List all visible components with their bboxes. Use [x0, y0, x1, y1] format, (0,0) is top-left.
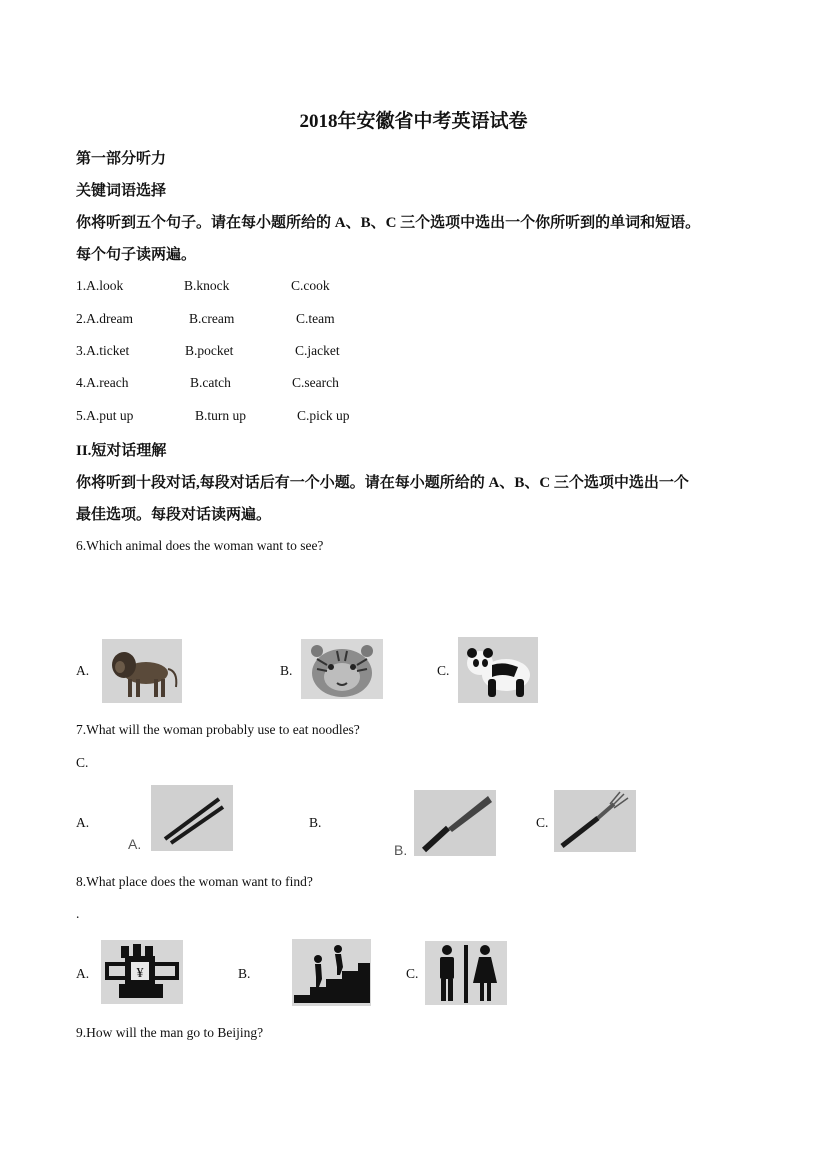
q7-question: 7.What will the woman probably use to eat noodles?: [76, 722, 360, 737]
section2-instruction-line2: 最佳选项。每段对话读两遍。: [76, 507, 272, 523]
q8-stray-mark: .: [76, 906, 80, 921]
q7-stray-label: C.: [76, 755, 89, 770]
page-title: 2018年安徽省中考英语试卷: [299, 111, 528, 132]
q7-inner-label-a: A.: [128, 836, 142, 852]
q3-option-c: C.jacket: [295, 343, 340, 358]
q5-option-c: C.pick up: [297, 408, 350, 423]
lion-picture: [102, 639, 182, 703]
section1-heading: 关键词语选择: [76, 183, 167, 199]
section1-instruction-line1: 你将听到五个句子。请在每小题所给的 A、B、C 三个选项中选出一个你所听到的单词和短语。: [76, 215, 701, 231]
panda-picture: [458, 637, 538, 703]
q8-label-c: C.: [406, 966, 419, 981]
chopsticks-picture: [151, 785, 233, 851]
q2-option-c: C.team: [296, 311, 335, 326]
knife-picture: [414, 790, 496, 856]
q4-option-c: C.search: [292, 375, 339, 390]
q4-option-b: B.catch: [190, 375, 231, 390]
q6-label-b: B.: [280, 663, 293, 678]
q8-question: 8.What place does the woman want to find?: [76, 874, 313, 889]
q9-question: 9.How will the man go to Beijing?: [76, 1025, 264, 1040]
stairs-sign-picture: [292, 939, 371, 1006]
q1-option-c: C.cook: [291, 278, 330, 293]
q5-option-b: B.turn up: [195, 408, 247, 423]
q1-option-a: 1.A.look: [76, 278, 124, 293]
tiger-picture: [301, 639, 383, 699]
q7-label-c: C.: [536, 815, 549, 830]
q8-label-a: A.: [76, 966, 90, 981]
q7-label-b: B.: [309, 815, 322, 830]
section1-instruction-line2: 每个句子读两遍。: [76, 247, 197, 263]
section2-heading: II.短对话理解: [76, 443, 167, 459]
q2-option-b: B.cream: [189, 311, 235, 326]
q6-label-c: C.: [437, 663, 450, 678]
svg-text:¥: ¥: [136, 966, 144, 981]
q3-option-b: B.pocket: [185, 343, 234, 358]
q6-question: 6.Which animal does the woman want to see?: [76, 538, 324, 553]
q6-label-a: A.: [76, 663, 90, 678]
q7-inner-label-b: B.: [394, 842, 408, 858]
q5-option-a: 5.A.put up: [76, 408, 134, 423]
q1-option-b: B.knock: [184, 278, 230, 293]
q4-option-a: 4.A.reach: [76, 375, 129, 390]
toilet-sign-picture: [425, 941, 507, 1005]
fork-picture: [554, 790, 636, 852]
section2-instruction-line1: 你将听到十段对话,每段对话后有一个小题。请在每小题所给的 A、B、C 三个选项中选出一个: [76, 475, 689, 491]
q8-label-b: B.: [238, 966, 251, 981]
q3-option-a: 3.A.ticket: [76, 343, 130, 358]
bank-sign-picture: [101, 940, 183, 1004]
part-heading: 第一部分听力: [76, 151, 167, 167]
q7-label-a: A.: [76, 815, 90, 830]
q2-option-a: 2.A.dream: [76, 311, 133, 326]
